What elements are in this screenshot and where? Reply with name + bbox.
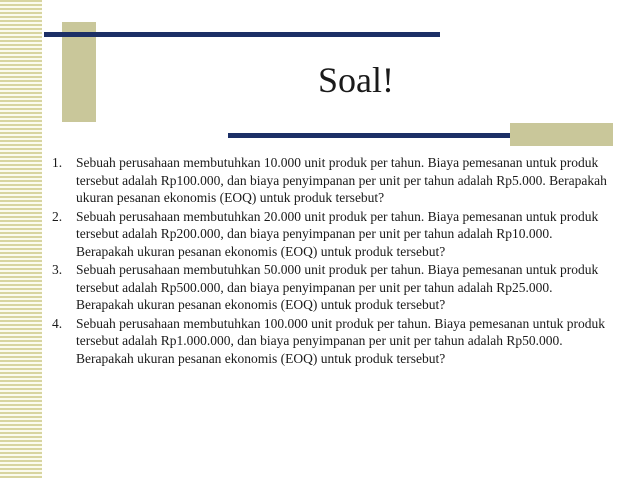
problem-number: 3. [52, 262, 63, 277]
problem-item-1 [52, 154, 612, 207]
decorative-block-top [62, 22, 96, 122]
decorative-line-top [44, 32, 440, 37]
decorative-block-bottom [510, 123, 613, 146]
problem-number: 1. [52, 155, 63, 170]
problem-number: 4. [52, 315, 63, 331]
problem-item-3 [52, 261, 612, 314]
problem-text: Sebuah perusahaan membutuhkan 20.000 unit produk per tahun. Biaya pemesanan untuk produk tersebut adalah Rp200.000, dan biaya penyimpanan per unit per tahun adalah Rp10.000. Berapakah ukuran pesanan ekonomis (EOQ) untuk produk tersebut? [76, 208, 599, 259]
problem-item-4 [52, 315, 612, 368]
decorative-striped-strip [0, 0, 42, 478]
problem-list [52, 154, 612, 368]
problem-text: Sebuah perusahaan membutuhkan 10.000 unit produk per tahun. Biaya pemesanan untuk produk tersebut adalah Rp100.000, dan biaya penyimpanan per unit per tahun adalah Rp5.000. Berapakah ukuran pesanan ekonomis (EOQ) untuk produk tersebut? [76, 155, 607, 205]
slide-title: Soal! [318, 60, 394, 100]
problem-item-2 [52, 208, 612, 261]
problem-number: 2. [52, 208, 63, 224]
problem-text: Sebuah perusahaan membutuhkan 100.000 unit produk per tahun. Biaya pemesanan untuk produk tersebut adalah Rp1.000.000, dan biaya penyimpanan per unit per tahun adalah Rp50.000. Berapakah ukuran pesanan ekonomis (EOQ) untuk produk tersebut? [76, 315, 606, 366]
problem-text: Sebuah perusahaan membutuhkan 50.000 unit produk per tahun. Biaya pemesanan untuk produk tersebut adalah Rp500.000, dan biaya penyimpanan per unit per tahun adalah Rp25.000. Berapakah ukuran pesanan ekonomis (EOQ) untuk produk tersebut? [76, 262, 599, 312]
